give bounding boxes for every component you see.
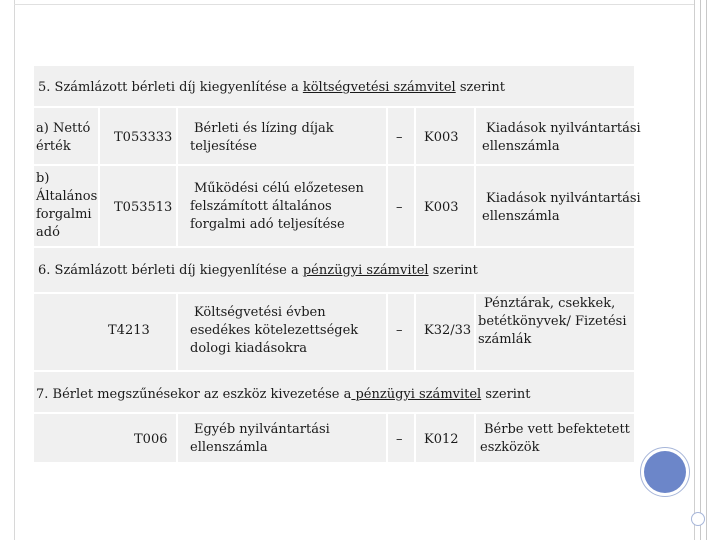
frame-rule <box>706 0 707 540</box>
decorative-small-circle <box>691 512 705 526</box>
target-line: Kiadások nyilvántartási <box>486 191 641 206</box>
frame-rule <box>700 0 701 540</box>
row-separator <box>34 412 634 414</box>
description <box>190 120 334 156</box>
section-heading-7 <box>36 386 531 404</box>
row-separator <box>34 164 634 166</box>
heading-text: szerint <box>455 80 506 95</box>
slide-frame-top <box>14 0 694 5</box>
heading-text: 7. Bérlet megszűnésekor az eszköz kivezetése a <box>36 387 352 402</box>
row-separator <box>34 292 634 294</box>
description-line: Egyéb nyilvántartási <box>194 422 330 437</box>
column-separator <box>414 414 416 462</box>
row-separator <box>34 106 634 108</box>
target-line: Kiadások nyilvántartási <box>486 121 641 136</box>
target-account <box>478 295 626 349</box>
column-separator <box>414 292 416 370</box>
description-line: dologi kiadásokra <box>190 341 307 356</box>
target-line: számlák <box>478 332 532 347</box>
description-line: Működési célú előzetesen <box>194 181 364 196</box>
section-heading-5 <box>38 79 505 97</box>
heading-text: 5. Számlázott bérleti díj kiegyenlítése a <box>38 80 303 95</box>
dash: – <box>396 432 403 447</box>
column-separator <box>176 106 178 246</box>
accounting-table <box>34 66 641 462</box>
decorative-circle-fill <box>644 451 686 493</box>
heading-text: szerint <box>428 263 478 278</box>
description-line: Költségvetési évben <box>194 305 326 320</box>
dash: – <box>396 130 403 145</box>
description-line: felszámított általános <box>190 199 332 214</box>
row-label <box>36 120 90 156</box>
target-line: ellenszámla <box>482 139 560 154</box>
heading-text: 6. Számlázott bérleti díj kiegyenlítése a <box>38 263 303 278</box>
heading-text: szerint <box>481 387 531 402</box>
credit-account: K32/33 <box>424 323 472 338</box>
label-line: Általános <box>36 189 98 204</box>
row-separator <box>34 370 634 372</box>
label-line: érték <box>36 139 71 154</box>
row-label <box>36 170 97 242</box>
description-line: forgalmi adó teljesítése <box>190 217 345 232</box>
dash: – <box>396 200 403 215</box>
target-line: betétkönyvek/ Fizetési <box>478 314 627 329</box>
target-line: ellenszámla <box>482 209 560 224</box>
label-line: b) <box>36 171 50 186</box>
label-line: forgalmi <box>36 207 92 222</box>
target-line: eszközök <box>480 440 540 455</box>
heading-underlined-term: pénzügyi számvitel <box>302 263 429 278</box>
credit-account: K003 <box>424 200 459 215</box>
column-separator <box>414 106 416 246</box>
slide-frame-right <box>694 0 720 540</box>
column-separator <box>386 292 388 370</box>
column-separator <box>474 414 476 462</box>
label-line: a) Nettó <box>36 121 91 136</box>
column-separator <box>386 106 388 246</box>
description-line: esedékes kötelezettségek <box>190 323 359 338</box>
credit-account: K003 <box>424 130 459 145</box>
heading-underlined-term: költségvetési számvitel <box>302 80 456 95</box>
target-account <box>482 120 641 156</box>
target-account <box>482 190 641 226</box>
label-line: adó <box>36 225 60 240</box>
description <box>190 180 364 234</box>
column-separator <box>386 414 388 462</box>
slide-frame-left <box>0 0 15 540</box>
dash: – <box>396 323 403 338</box>
description-line: Bérleti és lízing díjak <box>194 121 334 136</box>
description-line: teljesítése <box>190 139 257 154</box>
description <box>190 421 330 457</box>
debit-account: T006 <box>134 432 168 447</box>
description-line: ellenszámla <box>190 440 268 455</box>
column-separator <box>176 292 178 370</box>
target-line: Bérbe vett befektetett <box>484 422 630 437</box>
heading-underlined-term: pénzügyi számvitel <box>351 387 482 402</box>
description <box>190 304 358 358</box>
credit-account: K012 <box>424 432 459 447</box>
column-separator <box>98 106 100 246</box>
column-separator <box>474 106 476 246</box>
section-heading-6 <box>38 262 478 280</box>
column-separator <box>176 414 178 462</box>
row-separator <box>34 246 634 248</box>
debit-account: T053333 <box>114 130 173 145</box>
debit-account: T053513 <box>114 200 173 215</box>
target-account <box>480 421 630 457</box>
target-line: Pénztárak, csekkek, <box>484 296 616 311</box>
column-separator <box>474 292 476 370</box>
debit-account: T4213 <box>108 323 150 338</box>
